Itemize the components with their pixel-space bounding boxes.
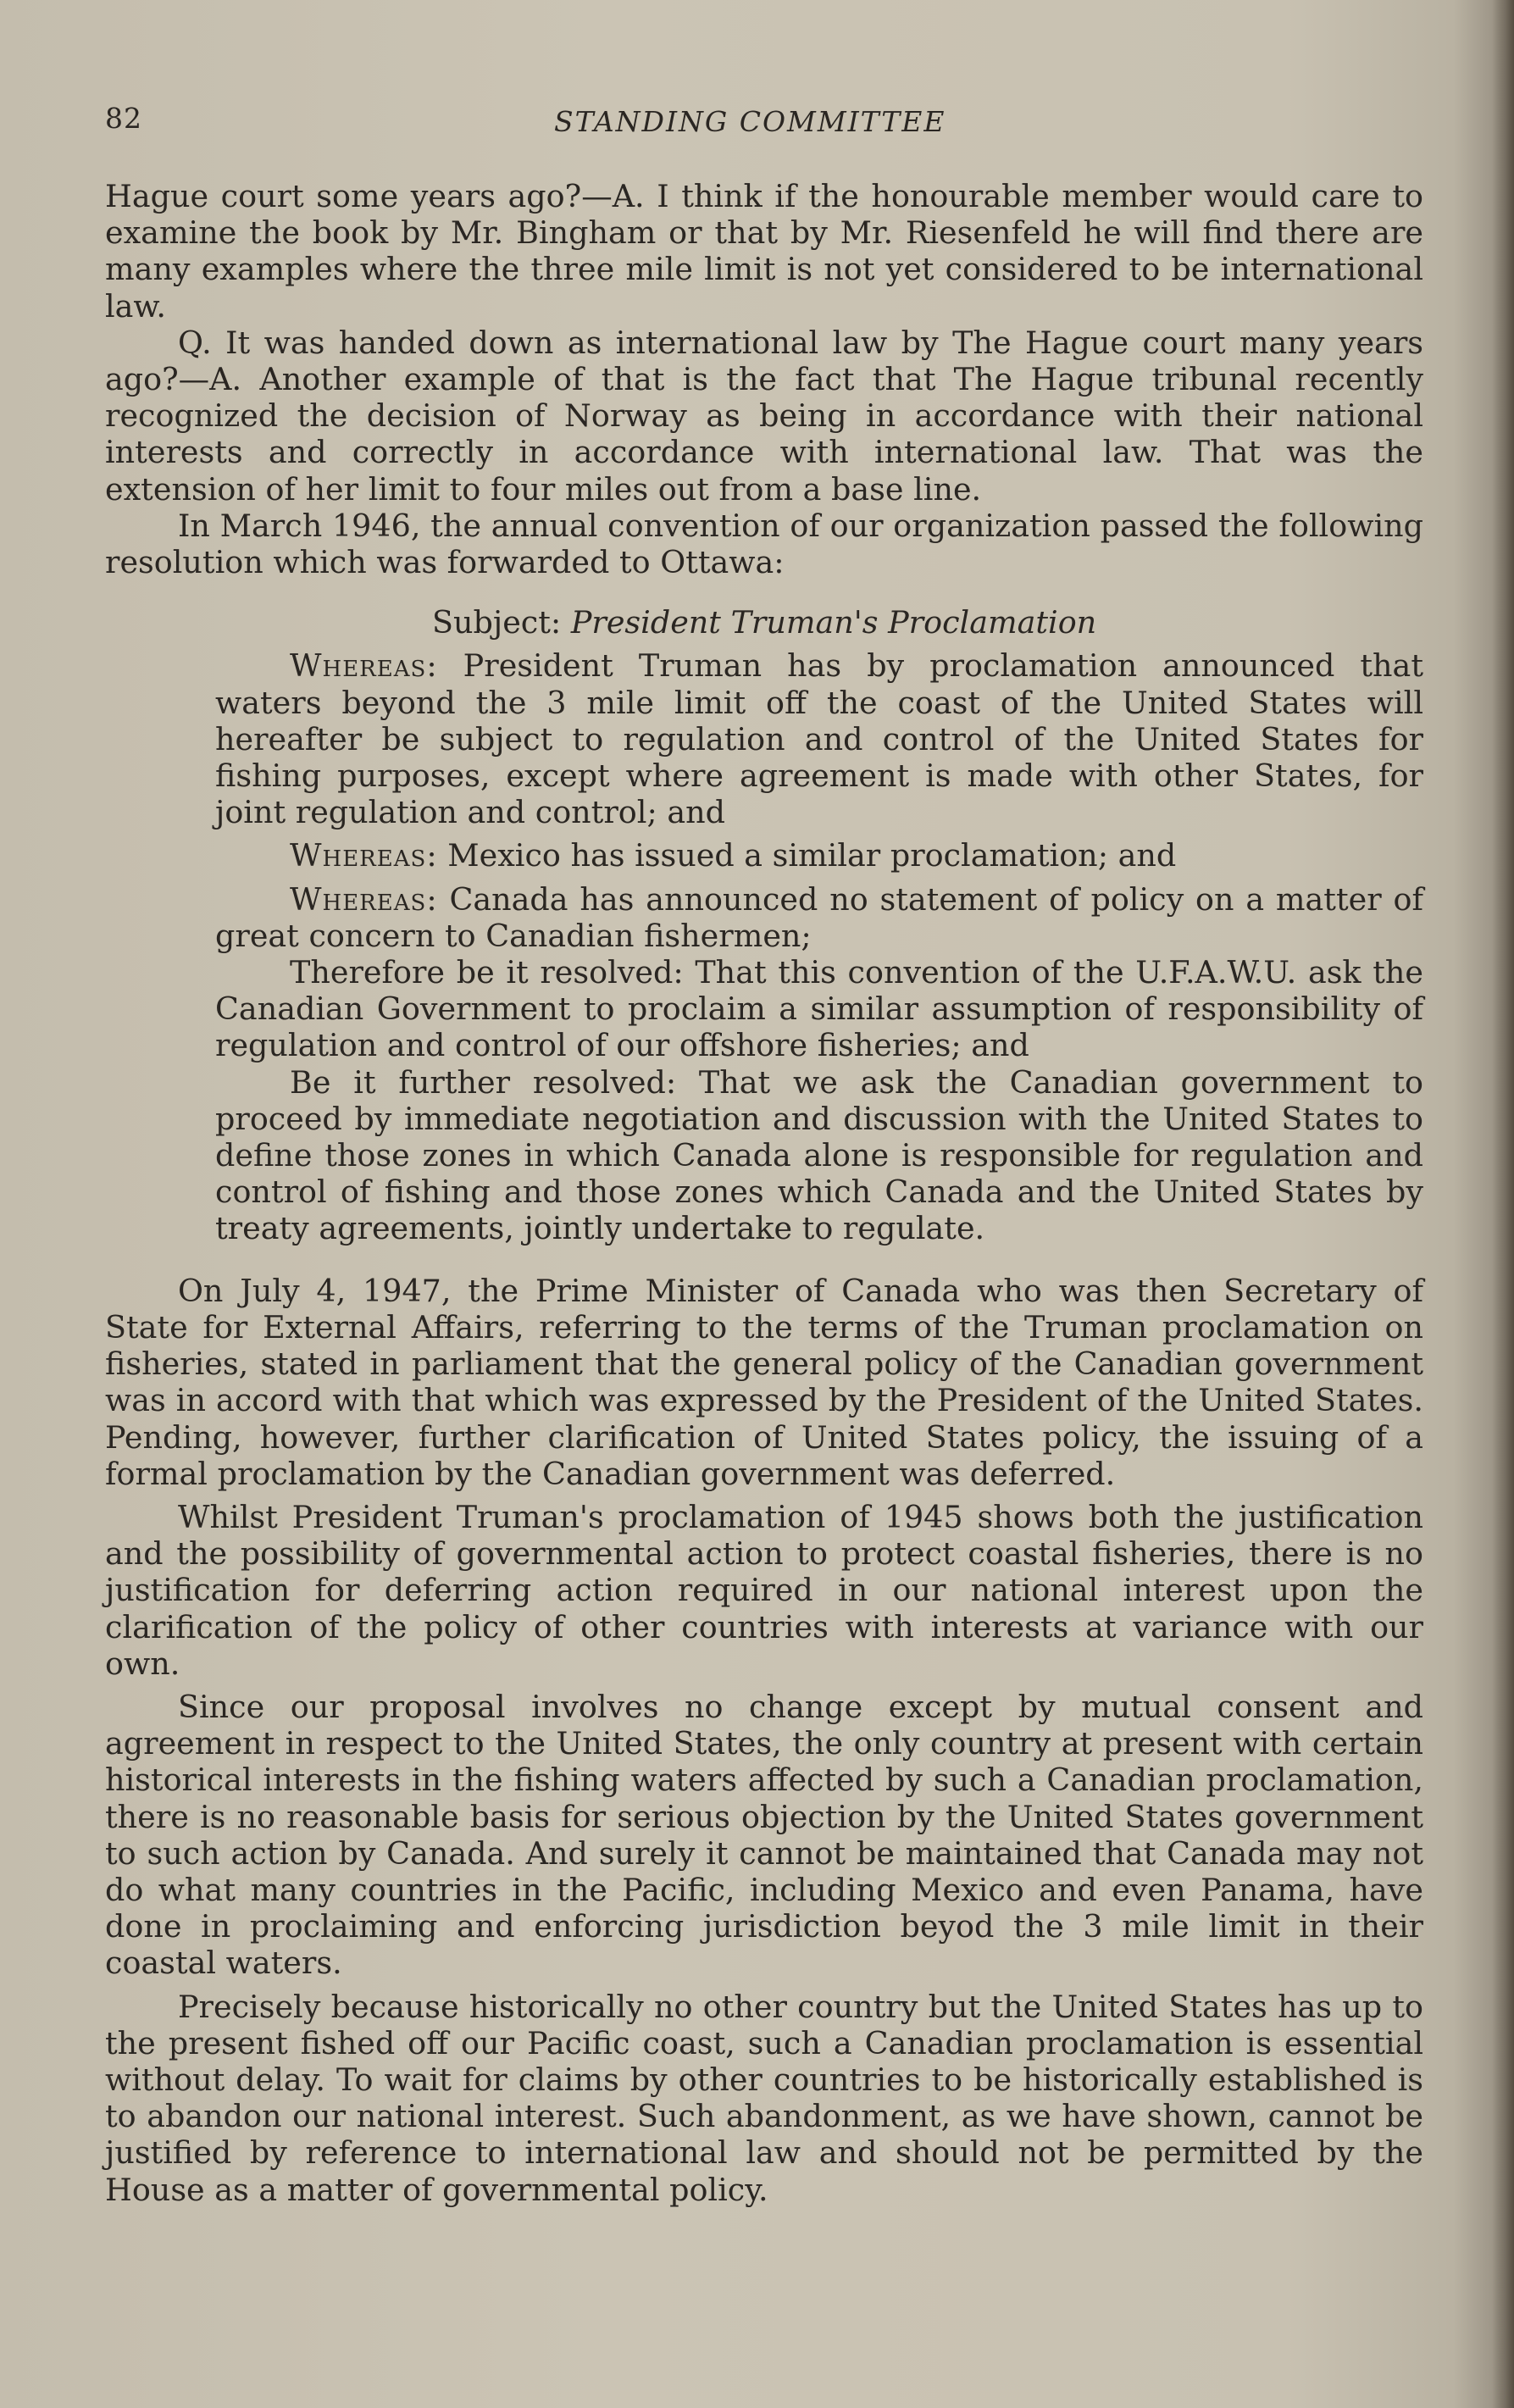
- paragraph-continuation: Hague court some years ago?—A. I think if the honourable member would care to examine the book by Mr. Bingham or that by Mr. Riesenfeld he will find there are many examples where the three mile limit is not yet considered to be international law.: [105, 178, 1423, 325]
- resolved-clause-2: Be it further resolved: That we ask the Canadian government to proceed by immediate negotiation and discussion with the United States to define those zones in which Canada alone is responsible for regulation and control of fishing and those zones which Canada and the United States by treaty agreements, jointly undertake to regulate.: [215, 1063, 1423, 1247]
- paragraph-precisely: Precisely because historically no other country but the United States has up to the present fished off our Pacific coast, such a Canadian proclamation is essential without delay. To wait for claims by other countries to be historically established is to abandon our national interest. Such abandonment, as we have shown, cannot be justified by reference to international law and should not be permitted by the House as a matter of governmental policy.: [105, 1988, 1423, 2208]
- resolved-clause-1: Therefore be it resolved: That this convention of the U.F.A.W.U. ask the Canadian Government to proclaim a similar assumption of responsibility of regulation and control of our offshore fisheries; and: [215, 954, 1423, 1064]
- whereas-text-3: Canada has announced no statement of policy on a matter of great concern to Canadian fishermen;: [215, 880, 1423, 954]
- paragraph-intro-resolution: In March 1946, the annual convention of our organization passed the following resolution which was forwarded to Ottawa:: [105, 507, 1423, 581]
- page-header: [105, 102, 1427, 153]
- whereas-text-2: Mexico has issued a similar proclamation; and: [437, 837, 1177, 874]
- whereas-clause-1: [215, 647, 1423, 830]
- resolution-subject: [215, 604, 1423, 641]
- page-number: 82: [105, 102, 142, 135]
- whereas-label: Whereas:: [290, 647, 438, 685]
- running-head: STANDING COMMITTEE: [554, 105, 946, 138]
- whereas-label: Whereas:: [290, 880, 438, 918]
- paragraph-since: Since our proposal involves no change except by mutual consent and agreement in respect to the United States, the only country at present with certain historical interests in the fishing waters affected by such a Canadian proclamation, there is no reasonable basis for serious objection by the United States government to such action by Canada. And surely it cannot be maintained that Canada may not do what many countries in the Pacific, including Mexico and even Panama, have done in proclaiming and enforcing jurisdiction beyod the 3 mile limit in their coastal waters.: [105, 1688, 1423, 1982]
- page-body: [105, 178, 1423, 2208]
- paragraph-whilst: Whilst President Truman's proclamation of 1945 shows both the justification and the possibility of governmental action to protect coastal fisheries, there is no justification for deferring action required in our national interest upon the clarification of the policy of other countries with interests at variance with our own.: [105, 1498, 1423, 1682]
- whereas-clause-2: [215, 837, 1423, 874]
- whereas-text-1: President Truman has by proclamation announced that waters beyond the 3 mile limit off the coast of the United States will hereafter be subject to regulation and control of the United States for fishing purposes, except where agreement is made with other States, for joint regulation and control; and: [215, 647, 1423, 831]
- page-edge-shadow: [1492, 0, 1514, 2408]
- resolution-block: [215, 604, 1423, 1246]
- paragraph-question: Q. It was handed down as international law by The Hague court many years ago?—A. Another example of that is the fact that The Hague tribunal recently recognized the decision of Norway as being in accordance with their national interests and correctly in accordance with international law. That was the extension of her limit to four miles out from a base line.: [105, 324, 1423, 508]
- subject-label: Subject:: [432, 604, 571, 641]
- paragraph-prime-minister: On July 4, 1947, the Prime Minister of Canada who was then Secretary of State for External Affairs, referring to the terms of the Truman proclamation on fisheries, stated in parliament that the general policy of the Canadian government was in accord with that which was expressed by the President of the United States. Pending, however, further clarification of United States policy, the issuing of a formal proclamation by the Canadian government was deferred.: [105, 1272, 1423, 1492]
- whereas-label: Whereas:: [290, 837, 438, 874]
- whereas-clause-3: [215, 881, 1423, 954]
- subject-title: President Truman's Proclamation: [570, 604, 1097, 641]
